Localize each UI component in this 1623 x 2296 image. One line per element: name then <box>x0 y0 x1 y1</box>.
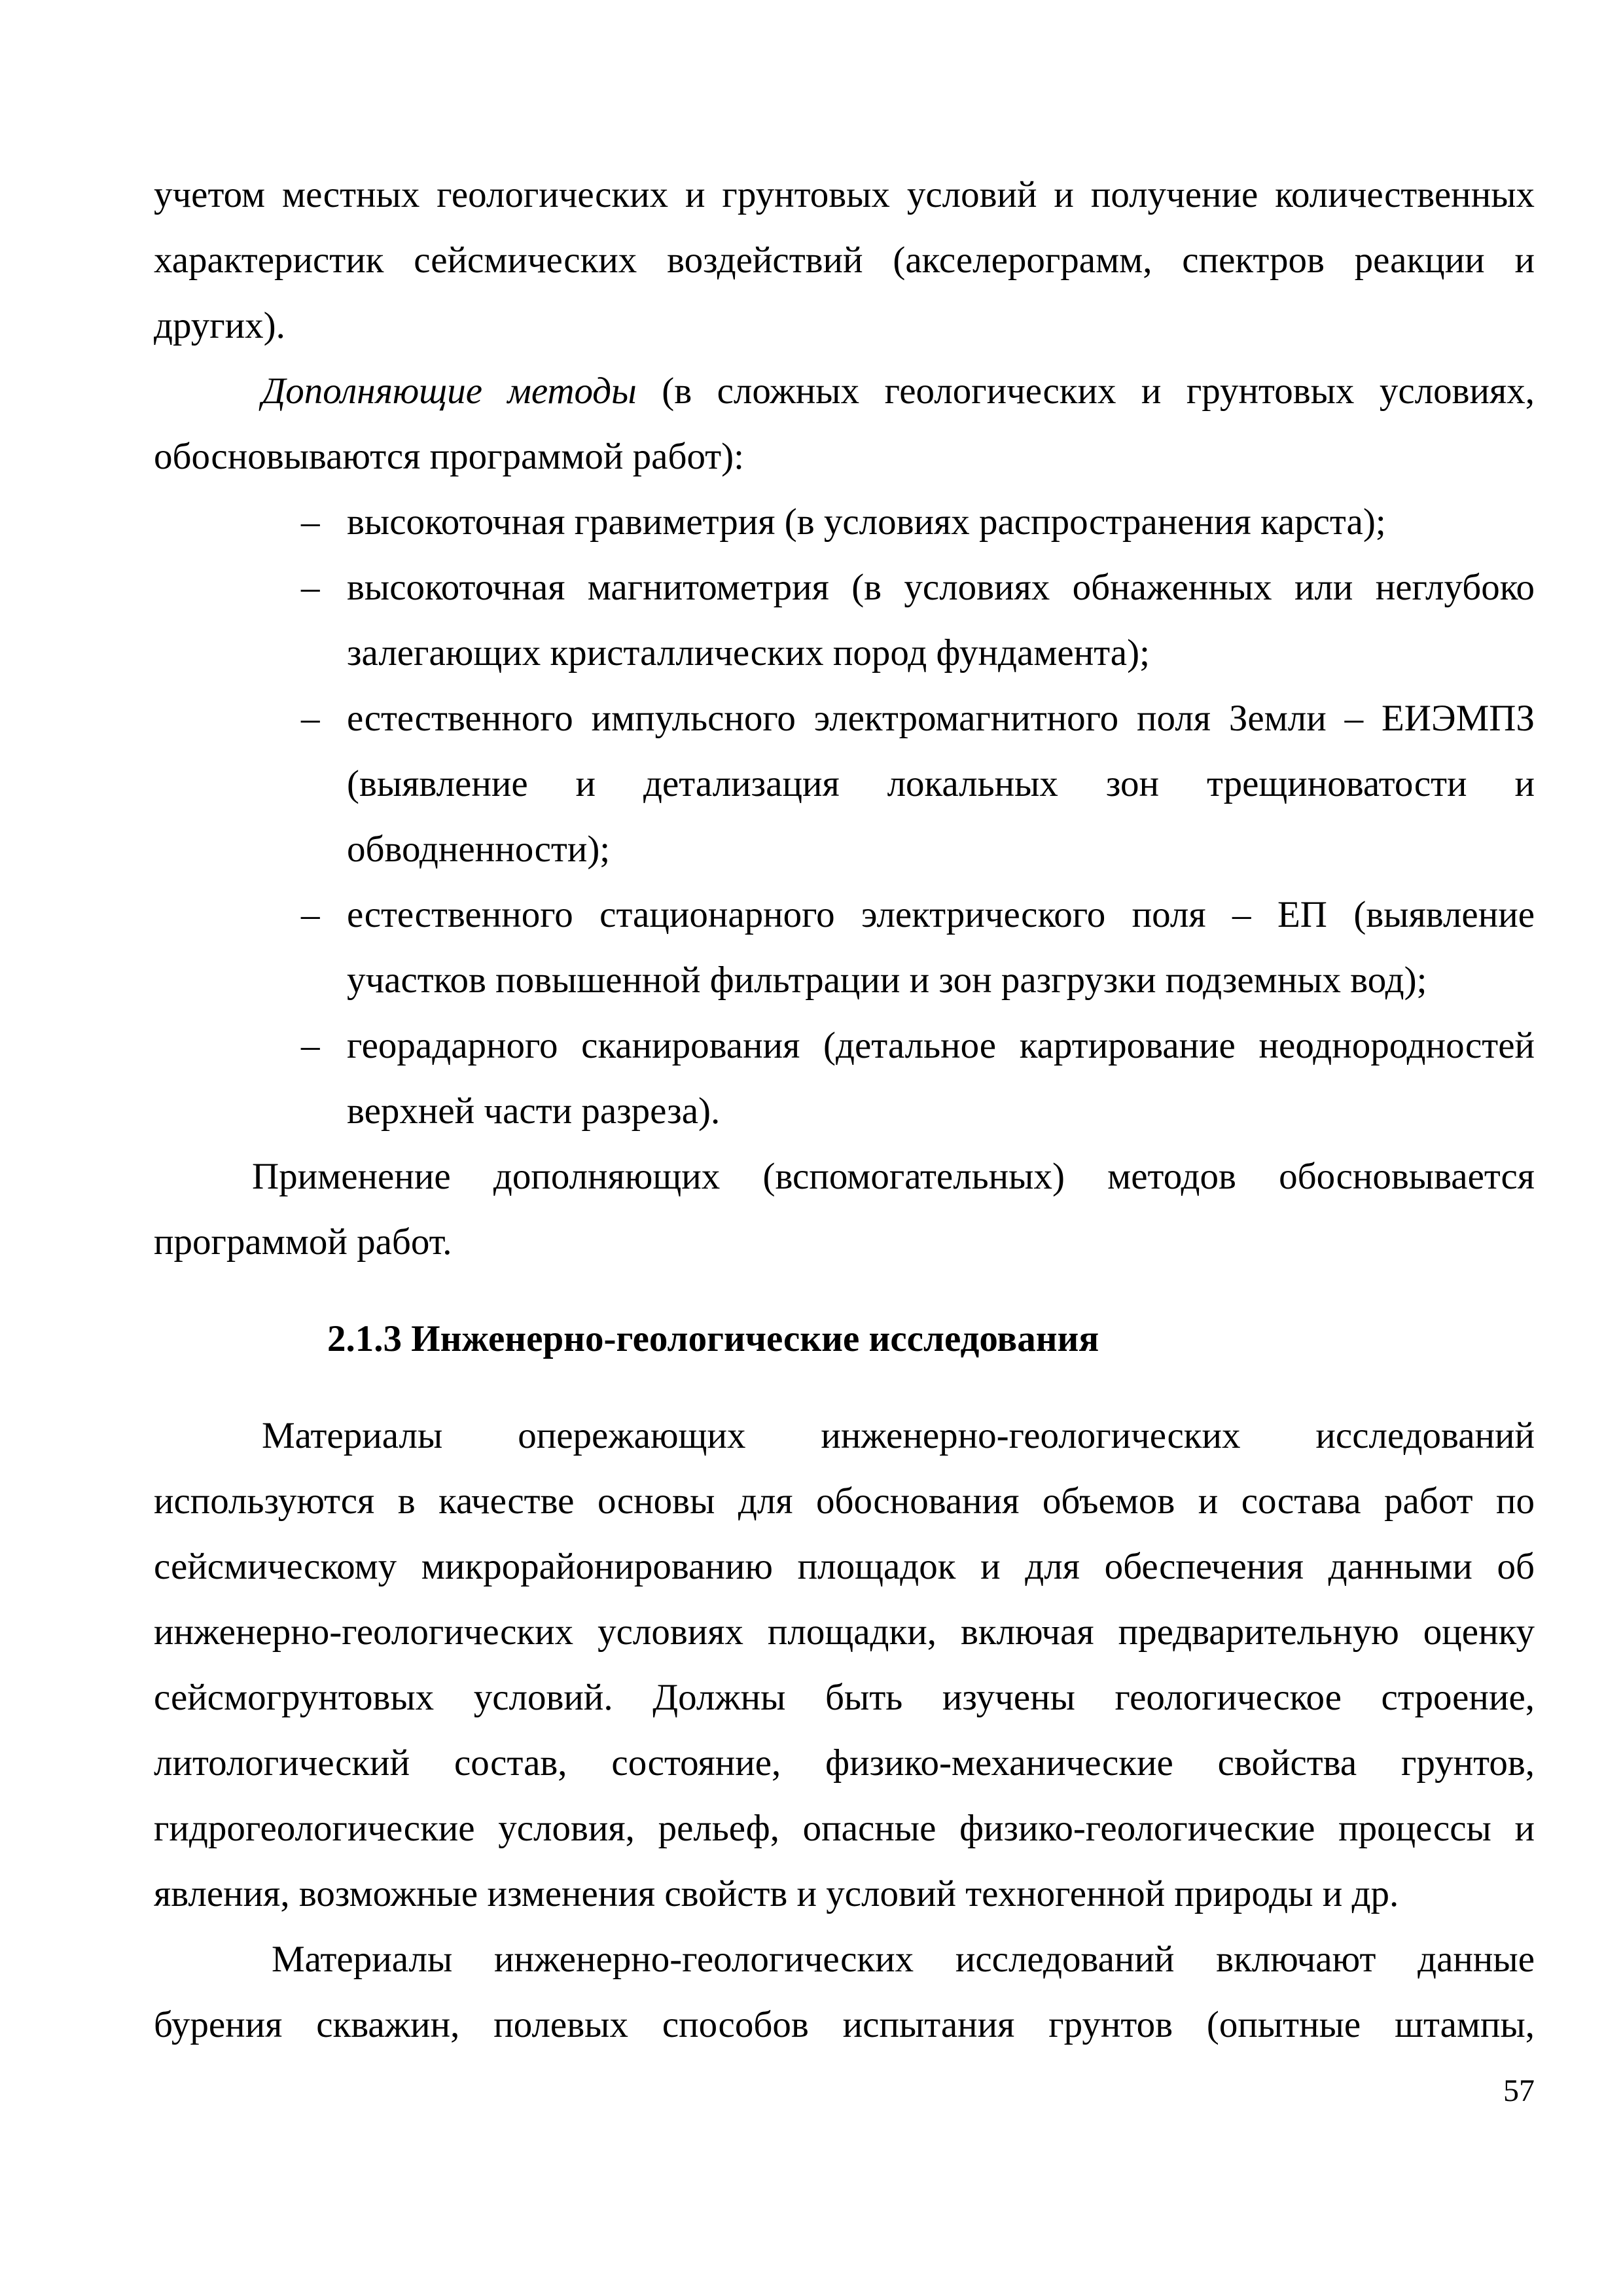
paragraph-4-line-8: явления, возможные изменения свойств и условий техногенной природы и др. <box>154 1873 1399 1914</box>
paragraph-4-line-3: сейсмическому микрорайонированию площадок и для обеспечения данными об <box>154 1546 1535 1587</box>
paragraph-1-line-2: характеристик сейсмических воздействий (акселерограмм, спектров реакции и <box>154 240 1535 281</box>
section-heading: 2.1.3 Инженерно-геологические исследования <box>327 1318 1099 1359</box>
list-item-continuation: обводненности); <box>347 829 611 870</box>
paragraph-1-line-1: учетом местных геологических и грунтовых условий и получение количественных <box>154 174 1535 215</box>
list-item-text: естественного стационарного электрического поля – ЕП (выявление <box>347 894 1535 935</box>
list-item-continuation: (выявление и детализация локальных зон трещиноватости и <box>347 763 1535 804</box>
paragraph-2-line-2: обосновываются программой работ): <box>154 436 744 477</box>
dash-bullet: – <box>301 894 320 935</box>
paragraph-4-line-4: инженерно-геологических условиях площадки, включая предварительную оценку <box>154 1611 1535 1653</box>
list-item-continuation: верхней части разреза). <box>347 1090 721 1132</box>
dash-bullet: – <box>301 501 320 543</box>
paragraph-4-line-1: Материалы опережающих инженерно-геологических исследований <box>262 1415 1535 1456</box>
list-item <box>154 1013 1535 1079</box>
list-item <box>154 555 1535 620</box>
document-page <box>154 162 1535 2058</box>
paragraph-2 <box>154 359 1535 490</box>
paragraph-2-line-1-rest: (в сложных геологических и грунтовых условиях, <box>636 370 1535 412</box>
list-item <box>154 686 1535 751</box>
list-item-text: естественного импульсного электромагнитного поля Земли – ЕИЭМПЗ <box>347 698 1535 739</box>
dash-bullet: – <box>301 698 320 739</box>
paragraph-4-line-7: гидрогеологические условия, рельеф, опасные физико-геологические процессы и <box>154 1808 1535 1849</box>
list-item <box>154 882 1535 948</box>
paragraph-1 <box>154 162 1535 359</box>
paragraph-4 <box>154 1403 1535 1927</box>
paragraph-5 <box>154 1927 1535 2058</box>
paragraph-3-line-1: Применение дополняющих (вспомогательных) методов обосновывается <box>252 1156 1535 1197</box>
paragraph-4-line-6: литологический состав, состояние, физико-механические свойства грунтов, <box>154 1742 1535 1784</box>
list-item-text: высокоточная магнитометрия (в условиях обнаженных или неглубоко <box>347 567 1535 608</box>
paragraph-4-line-5: сейсмогрунтовых условий. Должны быть изучены геологическое строение, <box>154 1677 1535 1718</box>
paragraph-5-line-1: Материалы инженерно-геологических исследований включают данные <box>272 1939 1535 1980</box>
list-item-continuation: участков повышенной фильтрации и зон разгрузки подземных вод); <box>347 960 1427 1001</box>
dash-bullet: – <box>301 1025 320 1066</box>
paragraph-3 <box>154 1144 1535 1275</box>
list-item-text: высокоточная гравиметрия (в условиях распространения карста); <box>347 501 1386 543</box>
paragraph-2-line-1 <box>154 359 1535 424</box>
paragraph-1-line-3: других). <box>154 305 285 346</box>
dash-bullet: – <box>301 567 320 608</box>
paragraph-3-line-2: программой работ. <box>154 1221 452 1263</box>
list-item <box>154 490 1535 555</box>
italic-phrase: Дополняющие методы <box>262 370 637 412</box>
paragraph-4-line-2: используются в качестве основы для обоснования объемов и состава работ по <box>154 1480 1535 1522</box>
methods-list <box>154 490 1535 1144</box>
list-item-text: георадарного сканирования (детальное картирование неоднородностей <box>347 1025 1535 1066</box>
paragraph-5-line-2: бурения скважин, полевых способов испытания грунтов (опытные штампы, <box>154 2004 1535 2045</box>
page-number: 57 <box>1503 2073 1535 2108</box>
list-item-continuation: залегающих кристаллических пород фундамента); <box>347 632 1150 673</box>
